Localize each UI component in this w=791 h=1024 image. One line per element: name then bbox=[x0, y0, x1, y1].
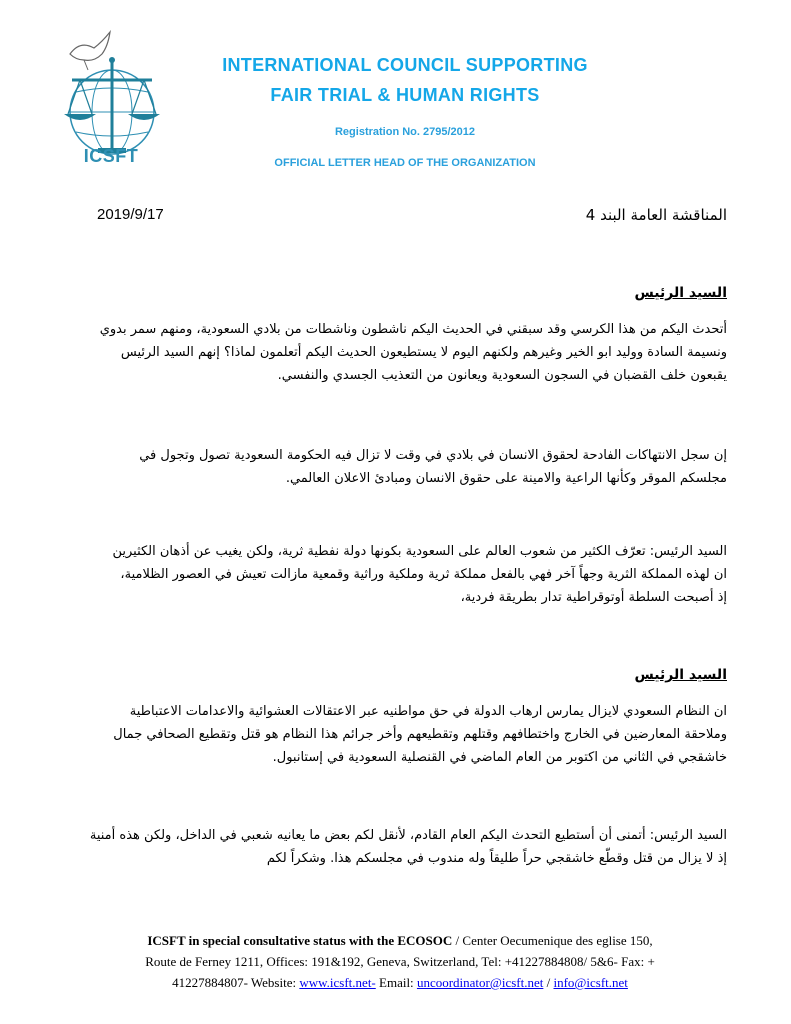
footer-line-3 bbox=[100, 972, 700, 993]
paragraph-line: إذ لا يزال من قتل وقطّع خاشقجي حراً طليقاً وله مندوب في مجلسكم هذا. وشكراً لكم bbox=[266, 851, 727, 866]
paragraph-line: ان النظام السعودي لايزال يمارس ارهاب الدولة في حق مواطنيه عبر الاعتقالات العشوائية والاعدامات الاعتباطية bbox=[129, 704, 727, 719]
footer-line-1 bbox=[100, 930, 700, 951]
paragraph-line: خاشقجي في الثاني من اكتوبر من العام الماضي في القنصلية السعودية في إستانبول. bbox=[272, 750, 727, 765]
agenda-item: المناقشة العامة البند 4 bbox=[585, 206, 727, 224]
paragraph-line: مجلسكم الموقر وكأنها الراعية والامينة على حقوق الانسان ومبادئ الاعلان العالمي. bbox=[285, 471, 727, 486]
paragraph-line: السيد الرئيس: أتمنى أن أستطيع التحدث اليكم العام القادم، لأنقل لكم بعض ما يعانيه شعبي في الداخل، ولكن هذه أمنية bbox=[89, 828, 727, 843]
paragraph-line: إذ أصبحت السلطة أوتوقراطية تدار بطريقة فردية، bbox=[460, 590, 727, 605]
org-name-line2: FAIR TRIAL & HUMAN RIGHTS bbox=[270, 85, 540, 105]
logo-text: ICSFT bbox=[83, 146, 139, 166]
email-label: Email: bbox=[375, 975, 417, 990]
paragraph-5 bbox=[62, 824, 727, 870]
email-link-coordinator[interactable]: uncoordinator@icsft.net bbox=[416, 975, 544, 990]
registration-number: Registration No. 2795/2012 bbox=[334, 126, 475, 138]
salutation-heading-2: السيد الرئيس bbox=[634, 667, 727, 683]
paragraph-line: يقبعون خلف القضبان في السجون السعودية ويعانون من التعذيب الجسدي والنفسي. bbox=[277, 368, 727, 383]
paragraph-line: السيد الرئيس: تعرّف الكثير من شعوب العالم على السعودية بكونها دولة نفطية ثرية، ولكن يغيب عن أذهان الكثيرين bbox=[112, 544, 727, 559]
letter-date: 2019/9/17 bbox=[97, 206, 164, 223]
website-link[interactable]: www.icsft.net- bbox=[299, 975, 376, 990]
letterhead-footer bbox=[100, 930, 700, 993]
paragraph-line: ان لهذه المملكة الثرية وجهاً آخر فهي بالفعل مملكة ثرية وملكية وراثية وقمعية مازالت تعيش في العصور الظلامية، bbox=[120, 567, 727, 582]
salutation-heading: السيد الرئيس bbox=[634, 285, 727, 301]
paragraph-1 bbox=[62, 318, 727, 387]
paragraph-2 bbox=[62, 444, 727, 490]
paragraph-4 bbox=[62, 700, 727, 769]
paragraph-line: وملاحقة المعارضين في الخارج واختطافهم وقتلهم وتقطيعهم وأخر جرائم هذا النظام هو قتل وتقطيع الصحافي جمال bbox=[113, 727, 727, 742]
official-letterhead-label: OFFICIAL LETTER HEAD OF THE ORGANIZATION bbox=[274, 157, 536, 169]
email-separator: / bbox=[543, 975, 554, 990]
org-name-line1: INTERNATIONAL COUNCIL SUPPORTING bbox=[222, 55, 588, 75]
footer-fax-label: 41227884807- Website: bbox=[172, 975, 300, 990]
footer-status-text: ICSFT in special consultative status with the ECOSOC bbox=[147, 933, 453, 948]
paragraph-line: ونسيمة السادة ووليد ابو الخير وغيرهم ولكنهم اليوم لا يستطيعون الحديث اليكم أتعلمون لماذا؟ إنهم السيد الرئيس bbox=[120, 345, 727, 360]
paragraph-line: إن سجل الانتهاكات الفادحة لحقوق الانسان في بلادي في وقت لا تزال فيه الحكومة السعودية تصول وتجول في bbox=[139, 448, 727, 463]
footer-address-part: / Center Oecumenique des eglise 150, bbox=[452, 933, 653, 948]
paragraph-line: أتحدث اليكم من هذا الكرسي وقد سبقني في الحديث اليكم ناشطون وناشطات من بلادي السعودية، ومنهم سمر بدوي bbox=[99, 322, 727, 337]
email-link-info[interactable]: info@icsft.net bbox=[553, 975, 628, 990]
paragraph-3 bbox=[62, 540, 727, 609]
footer-line-2: Route de Ferney 1211, Offices: 191&192, Geneva, Switzerland, Tel: +41227884808/ 5&6- Fax: + bbox=[145, 954, 655, 969]
